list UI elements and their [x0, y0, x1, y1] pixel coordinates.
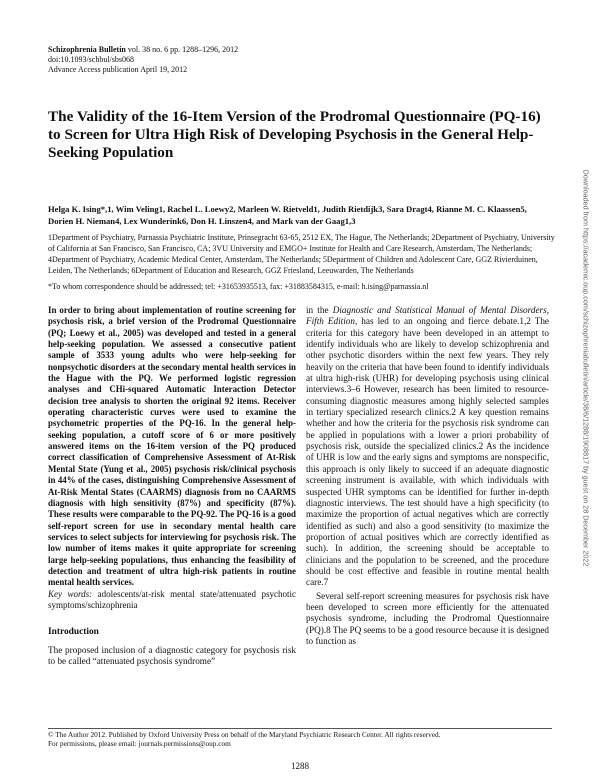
affiliations: 1Department of Psychiatry, Parnassia Psychiatric Institute, Prinsegracht 63-65, 2512 EX, The Hague, The Netherlands; 2Department of Psychiatry, University of California at San Francisco, San Francisco, CA; 3VU University and EMGO+ Institute for Health and Care Research, Amsterdam, The Netherlands; 4Department of Psychiatry, Academic Medical Center, Amsterdam, The Netherlands; 5Department of Children and Adolescent Care, GGZ Rivierduinen, Leiden, The Netherlands; 6Department of Education and Research, GGZ Friesland, Leeuwarden, The Netherlands [48, 233, 555, 275]
right-column [306, 305, 549, 647]
p1-post: , has led to an ongoing and fierce debate.1,2 The criteria for this category have been developed in an attempt to identify individuals who are likely to develop schizophrenia and other psychotic disorders within the next few years. They rely heavily on the criteria that have been found to identify individuals at ultra high-risk (UHR) for developing psychosis using clinical interviews.3–6 However, research has been limited to resource-consuming diagnostic measures among highly selected samples in tertiary specialized research clinics.2 A key question remains whether and how the criteria for the psychosis risk syndrome can be applied in populations with a lower a priori probability of psychosis risk, outside the specialized clinics.2 As the incidence of UHR is low and the early signs and symptoms are nonspecific, this approach is only likely to succeed if an adequate diagnostic screening instrument is available, with which individuals with suspected UHR symptoms can be identified for further in-depth diagnostic interviews. The test should have a high specificity (to maximize the proportion of actual negatives which are correctly identified as such) and also a good sensitivity (to maximize the proportion of actual positives which are correctly identified as such). In addition, the screening should be acceptable to clinicians and the population to be screened, and the procedure should be cost effective and feasible in routine mental health care.7 [306, 316, 549, 588]
journal-access: Advance Access publication April 19, 2012 [48, 65, 188, 74]
journal-citation: vol. 38 no. 6 pp. 1288–1296, 2012 [127, 45, 239, 54]
footer-divider [48, 728, 552, 729]
keywords [48, 589, 296, 612]
download-watermark [575, 88, 595, 648]
article-title: The Validity of the 16-Item Version of the Prodromal Questionnaire (PQ-16) to Screen for Ultra High Risk of Developing Psychosis in the General Help-Seeking Population [48, 108, 541, 161]
abstract: In order to bring about implementation of routine screening for psychosis risk, a brief version of the Prodromal Questionnaire (PQ; Loewy et al., 2005) was developed and tested in a general help-seeking population. We assessed a consecutive patient sample of 3533 young adults who were help-seeking for nonpsychotic disorders at the secondary mental health services in the Hague with the PQ. We performed logistic regression analyses and CHi-squared Automatic Interaction Detector decision tree analysis to shorten the original 92 items. Receiver operating characteristic curves were used to examine the psychometric properties of the PQ-16. In the general help-seeking population, a cutoff score of 6 or more positively answered items on the 16-item version of the PQ produced correct classification of Comprehensive Assessment of At-Risk Mental State (Yung et al., 2005) psychosis risk/clinical psychosis in 44% of the cases, distinguishing Comprehensive Assessment of At-Risk Mental States (CAARMS) diagnosis from no CAARMS diagnosis with high sensitivity (87%) and specificity (87%). These results were comparable to the PQ-92. The PQ-16 is a good self-report screen for use in secondary mental health care services to select subjects for interviewing for psychosis risk. The low number of items makes it quite appropriate for screening large help-seeking populations, thus enhancing the feasibility of detection and treatment of ultra high-risk patients in routine mental health services. [48, 305, 296, 588]
keywords-text: adolescents/at-risk mental state/attenuated psychotic symptoms/schizophrenia [48, 588, 297, 610]
intro-paragraph-1-cont [306, 305, 549, 589]
dsm-title: Diagnostic and Statistical Manual of Mental Disorders, Fifth Edition [306, 305, 549, 327]
journal-header [48, 45, 238, 75]
p1-pre: in the [306, 305, 333, 315]
copyright-line: © The Author 2012. Published by Oxford University Press on behalf of the Maryland Psychiatric Research Center. All rights reserved. [48, 730, 441, 739]
page-number: 1288 [291, 761, 309, 771]
intro-paragraph-1: The proposed inclusion of a diagnostic category for psychosis risk to be called “attenuated psychosis syndrome” [48, 644, 296, 666]
keywords-label: Key words: [48, 588, 93, 599]
journal-name: Schizophrenia Bulletin [48, 45, 126, 54]
correspondence: *To whom correspondence should be addressed; tel: +31653935513, fax: +31883584315, e-mail: h.ising@parnassia.nl [48, 282, 429, 291]
section-heading-introduction: Introduction [48, 627, 99, 638]
download-watermark-text: Downloaded from https://academic.oup.com/schizophreniabulletin/article/38/6/1288/1908817 by guest on 28 December 2022 [581, 169, 591, 567]
author-list: Helga K. Ising*,1, Wim Veling1, Rachel L. Loewy2, Marleen W. Rietveld1, Judith Rietdijk3, Sara Dragt4, Rianne M. C. Klaassen5, Dorien H. Nieman4, Lex Wunderink6, Don H. Linszen4, and Mark van der Gaag1,3 [48, 204, 527, 226]
permissions-line: For permissions, please email: journals.permissions@oup.com [48, 739, 231, 748]
copyright-footer [48, 730, 558, 748]
intro-paragraph-2: Several self-report screening measures for psychosis risk have been developed to screen more efficiently for the attenuated psychosis syndrome, including the Prodromal Questionnaire (PQ).8 The PQ seems to be a good resource because it is designed to function as [306, 590, 549, 646]
left-column [48, 305, 296, 667]
journal-doi[interactable]: doi:10.1093/schbul/sbs068 [48, 55, 135, 64]
